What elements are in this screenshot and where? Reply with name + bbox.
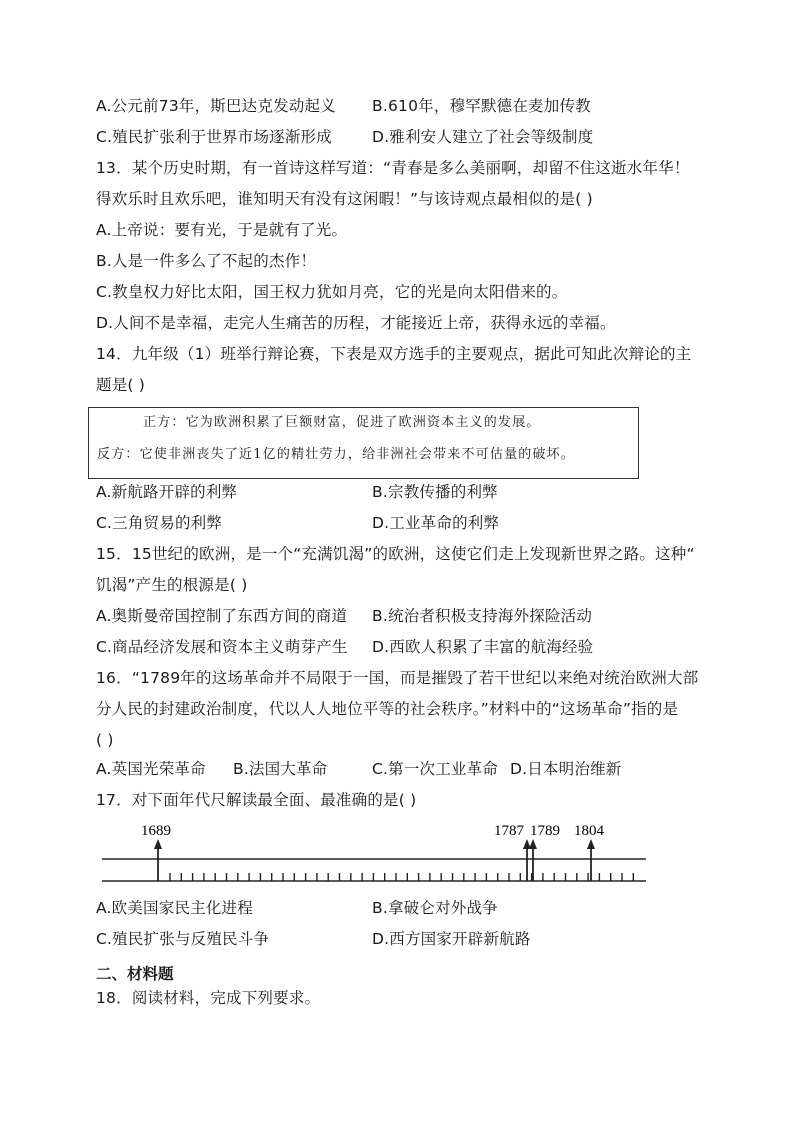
q13-option-b: B.人是一件多么了不起的杰作！ <box>96 252 317 270</box>
q14-stem-line1: 14．九年级（1）班举行辩论赛，下表是双方选手的主要观点，据此可知此次辩论的主 <box>96 345 692 363</box>
q12-option-a: A.公元前73年，斯巴达克发动起义 <box>96 97 336 115</box>
q12-option-c: C.殖民扩张利于世界市场逐渐形成 <box>96 128 332 146</box>
q17-option-d: D.西方国家开辟新航路 <box>372 930 531 948</box>
q14-stem-line2: 题是( ) <box>96 376 146 394</box>
q17-option-a: A.欧美国家民主化进程 <box>96 899 253 917</box>
q17-option-b: B.拿破仑对外战争 <box>372 899 498 917</box>
timeline-label-1789: 1789 <box>530 823 560 839</box>
q18-stem: 18．阅读材料，完成下列要求。 <box>96 989 321 1007</box>
arrow-1789-head <box>529 839 537 849</box>
q16-option-c: C.第一次工业革命 <box>372 760 499 778</box>
q15-stem-line1: 15．15世纪的欧洲，是一个“充满饥渴”的欧洲，这使它们走上发现新世界之路。这种“ <box>96 545 695 563</box>
q17-option-c: C.殖民扩张与反殖民斗争 <box>96 930 270 948</box>
q15-stem-line2: 饥渴”产生的根源是( ) <box>96 576 248 594</box>
timeline-label-1689: 1689 <box>141 823 171 839</box>
q16-option-b: B.法国大革命 <box>233 760 328 778</box>
arrow-1689-head <box>154 839 162 849</box>
q16-option-a: A.英国光荣革命 <box>96 760 206 778</box>
q13-option-d: D.人间不是幸福，走完人生痛苦的历程，才能接近上帝，获得永远的幸福。 <box>96 314 616 332</box>
q16-stem-line3: ( ) <box>96 731 114 749</box>
timeline-label-1804: 1804 <box>574 823 604 839</box>
q13-stem-line2: 得欢乐时且欢乐吧，谁知明天有没有这闲暇！”与该诗观点最相似的是( ) <box>96 190 593 208</box>
q15-option-b: B.统治者积极支持海外探险活动 <box>372 607 593 625</box>
section-title-material: 二、材料题 <box>96 965 174 983</box>
q12-option-b: B.610年，穆罕默德在麦加传教 <box>372 97 591 115</box>
q16-stem-line2: 分人民的封建政治制度，代以人人地位平等的社会秩序。”材料中的“这场革命”指的是 <box>96 700 679 718</box>
timeline-label-1787: 1787 <box>494 823 524 839</box>
q14-option-b: B.宗教传播的利弊 <box>372 483 498 501</box>
q16-stem-line1: 16．“1789年的这场革命并不局限于一国，而是摧毁了若干世纪以来绝对统治欧洲大部 <box>96 669 699 687</box>
q14-box-pro: 正方：它为欧洲积累了巨额财富，促进了欧洲资本主义的发展。 <box>143 415 541 430</box>
timeline-ticks <box>170 873 633 881</box>
arrow-1804-head <box>587 839 595 849</box>
q12-option-d: D.雅利安人建立了社会等级制度 <box>372 128 594 146</box>
q13-stem-line1: 13．某个历史时期，有一首诗这样写道：“青春是多么美丽啊，却留不住这逝水年华！ <box>96 159 690 177</box>
q14-option-d: D.工业革命的利弊 <box>372 514 500 532</box>
q14-box-con: 反方：它使非洲丧失了近1亿的精壮劳力，给非洲社会带来不可估量的破坏。 <box>97 447 576 462</box>
q13-option-a: A.上帝说：要有光，于是就有了光。 <box>96 221 348 239</box>
q13-option-c: C.教皇权力好比太阳，国王权力犹如月亮，它的光是向太阳借来的。 <box>96 283 568 301</box>
q14-option-c: C.三角贸易的利弊 <box>96 514 223 532</box>
q15-option-d: D.西欧人积累了丰富的航海经验 <box>372 638 594 656</box>
q17-timeline <box>0 818 794 898</box>
q16-option-d: D.日本明治维新 <box>510 760 622 778</box>
q17-stem: 17．对下面年代尺解读最全面、最准确的是( ) <box>96 791 417 809</box>
q15-option-a: A.奥斯曼帝国控制了东西方间的商道 <box>96 607 348 625</box>
q14-option-a: A.新航路开辟的利弊 <box>96 483 238 501</box>
q14-debate-box <box>88 407 639 479</box>
q15-option-c: C.商品经济发展和资本主义萌芽产生 <box>96 638 348 656</box>
